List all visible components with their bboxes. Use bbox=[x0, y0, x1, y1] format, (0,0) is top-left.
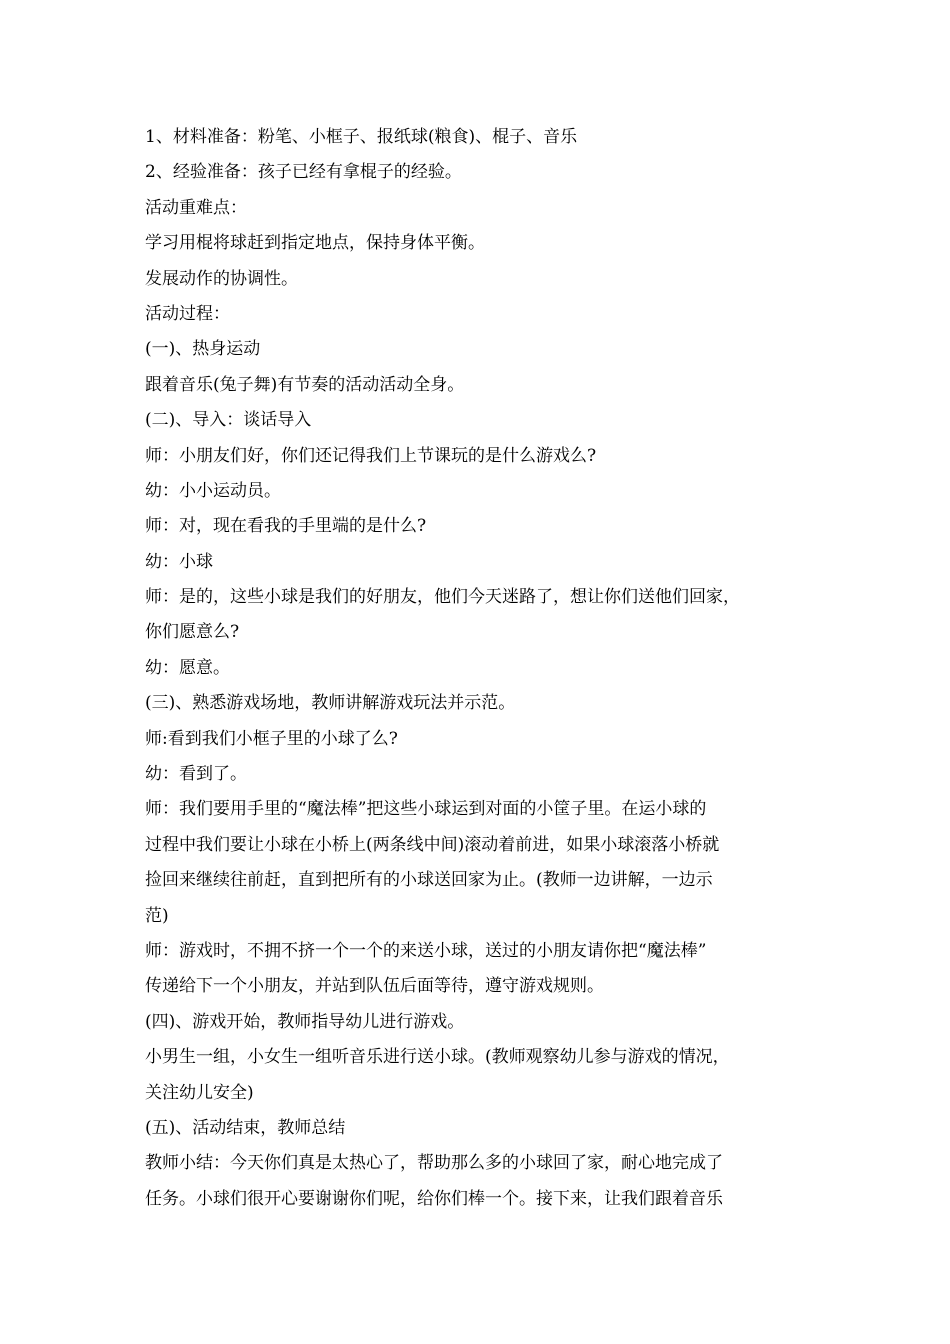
dialogue-line: 师：对，现在看我的手里端的是什么? bbox=[145, 516, 427, 537]
text-line: 2、经验准备：孩子已经有拿棍子的经验。 bbox=[145, 162, 462, 183]
dialogue-line: 师：小朋友们好，你们还记得我们上节课玩的是什么游戏么? bbox=[145, 445, 597, 466]
dialogue-line: 师：游戏时，不拥不挤一个一个的来送小球，送过的小朋友请你把“魔法棒” bbox=[145, 940, 707, 961]
text-line: 关注幼儿安全) bbox=[145, 1082, 254, 1103]
dialogue-line: 师:看到我们小框子里的小球了么? bbox=[145, 728, 398, 749]
subsection-heading: (三)、熟悉游戏场地，教师讲解游戏玩法并示范。 bbox=[145, 693, 516, 714]
dialogue-line: 你们愿意么? bbox=[145, 622, 240, 643]
dialogue-line: 师：我们要用手里的“魔法棒”把这些小球运到对面的小筐子里。在运小球的 bbox=[145, 799, 707, 820]
dialogue-line: 幼：小小运动员。 bbox=[145, 480, 281, 501]
text-line: 过程中我们要让小球在小桥上(两条线中间)滚动着前进，如果小球滚落小桥就 bbox=[145, 834, 720, 855]
text-line: 任务。小球们很开心要谢谢你们呢，给你们棒一个。接下来，让我们跟着音乐 bbox=[145, 1188, 723, 1209]
text-line: 1、材料准备：粉笔、小框子、报纸球(粮食)、棍子、音乐 bbox=[145, 127, 578, 147]
document-body bbox=[145, 120, 825, 1217]
subsection-heading: (一)、热身运动 bbox=[145, 339, 261, 360]
text-line: 小男生一组，小女生一组听音乐进行送小球。(教师观察幼儿参与游戏的情况， bbox=[145, 1047, 730, 1068]
dialogue-line: 幼：愿意。 bbox=[145, 657, 230, 678]
section-heading: 活动过程： bbox=[145, 303, 230, 324]
text-line: 传递给下一个小朋友，并站到队伍后面等待，遵守游戏规则。 bbox=[145, 976, 604, 997]
dialogue-line: 幼：小球 bbox=[145, 551, 213, 572]
subsection-heading: (四)、游戏开始，教师指导幼儿进行游戏。 bbox=[145, 1011, 465, 1032]
text-line: 教师小结：今天你们真是太热心了，帮助那么多的小球回了家，耐心地完成了 bbox=[145, 1153, 723, 1174]
text-line: 学习用棍将球赶到指定地点，保持身体平衡。 bbox=[145, 233, 485, 254]
text-line: 捡回来继续往前赶，直到把所有的小球送回家为止。(教师一边讲解，一边示 bbox=[145, 870, 713, 891]
text-line: 跟着音乐(兔子舞)有节奏的活动活动全身。 bbox=[145, 374, 465, 395]
dialogue-line: 幼：看到了。 bbox=[145, 764, 247, 785]
dialogue-line: 师：是的，这些小球是我们的好朋友，他们今天迷路了，想让你们送他们回家， bbox=[145, 587, 740, 608]
subsection-heading: (五)、活动结束，教师总结 bbox=[145, 1117, 346, 1138]
text-line: 发展动作的协调性。 bbox=[145, 268, 298, 289]
text-line: 范) bbox=[145, 905, 169, 926]
section-heading: 活动重难点： bbox=[145, 197, 247, 218]
subsection-heading: (二)、导入：谈话导入 bbox=[145, 410, 312, 431]
